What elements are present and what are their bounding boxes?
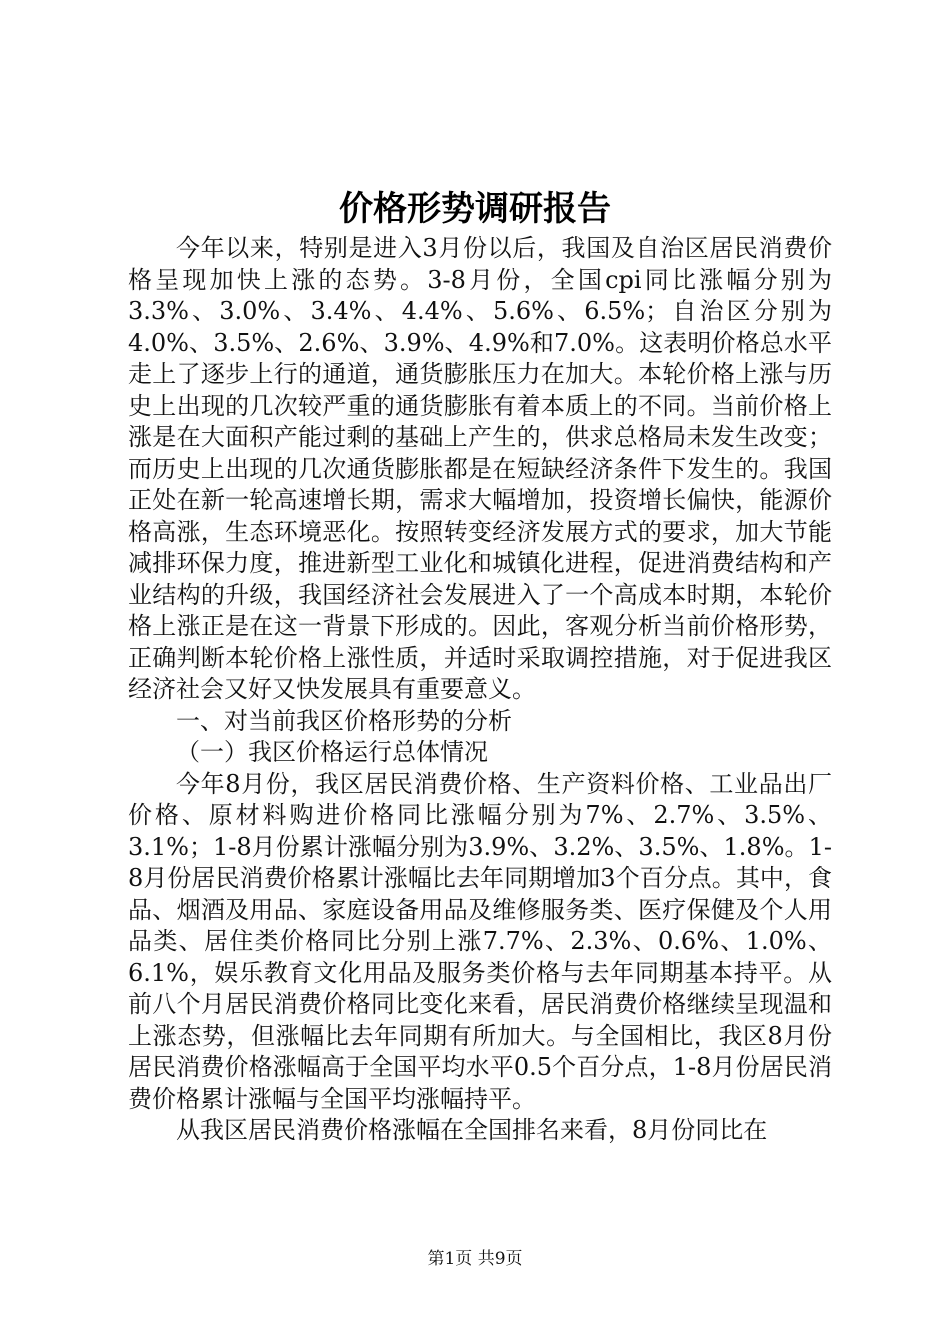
paragraph-price-overview: 今年8月份，我区居民消费价格、生产资料价格、工业品出厂价格、原材料购进价格同比涨幅分别为7%、2.7%、3.5%、3.1%；1-8月份累计涨幅分别为3.9%、3.2%、3.5%、1.8%。1-8月份居民消费价格累计涨幅比去年同期增加3个百分点。其中，食品、烟酒及用品、家庭设备用品及维修服务类、医疗保健及个人用品类、居住类价格同比分别上涨7.7%、2.3%、0.6%、1.0%、6.1%，娱乐教育文化用品及服务类价格与去年同期基本持平。从前八个月居民消费价格同比变化来看，居民消费价格继续呈现温和上涨态势，但涨幅比去年同期有所加大。与全国相比，我区8月份居民消费价格涨幅高于全国平均水平0.5个百分点，1-8月份居民消费价格累计涨幅与全国平均涨幅持平。 bbox=[128, 769, 832, 1113]
page-footer: 第1页 共9页 bbox=[427, 1249, 523, 1269]
document-body bbox=[128, 233, 832, 1147]
subsection-heading: （一）我区价格运行总体情况 bbox=[176, 738, 488, 766]
paragraph-ranking: 从我区居民消费价格涨幅在全国排名来看，8月份同比在 bbox=[176, 1116, 768, 1144]
section-heading: 一、对当前我区价格形势的分析 bbox=[176, 706, 512, 735]
document-title: 价格形势调研报告 bbox=[339, 189, 611, 229]
paragraph-intro: 今年以来，特别是进入3月份以后，我国及自治区居民消费价格呈现加快上涨的态势。3-8月份，全国cpi同比涨幅分别为3.3%、3.0%、3.4%、4.4%、5.6%、6.5%；自治区分别为4.0%、3.5%、2.6%、3.9%、4.9%和7.0%。这表明价格总水平走上了逐步上行的通道，通货膨胀压力在加大。本轮价格上涨与历史上出现的几次较严重的通货膨胀有着本质上的不同。当前价格上涨是在大面积产能过剩的基础上产生的，供求总格局未发生改变；而历史上出现的几次通货膨胀都是在短缺经济条件下发生的。我国正处在新一轮高速增长期，需求大幅增加，投资增长偏快，能源价格高涨，生态环境恶化。按照转变经济发展方式的要求，加大节能减排环保力度，推进新型工业化和城镇化进程，促进消费结构和产业结构的升级，我国经济社会发展进入了一个高成本时期，本轮价格上涨正是在这一背景下形成的。因此，客观分析当前价格形势，正确判断本轮价格上涨性质，并适时采取调控措施，对于促进我区经济社会又好又快发展具有重要意义。 bbox=[128, 234, 832, 703]
